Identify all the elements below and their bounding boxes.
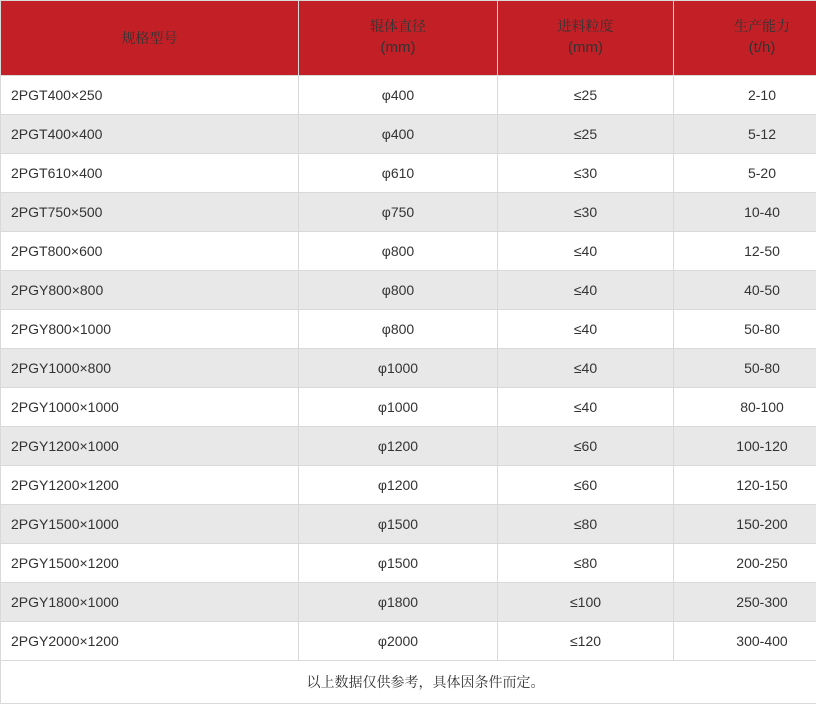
cell-model: 2PGY800×1000	[1, 310, 299, 349]
table-row	[1, 427, 816, 466]
cell-diameter: φ1200	[299, 466, 498, 505]
cell-diameter: φ1200	[299, 427, 498, 466]
cell-model: 2PGY1800×1000	[1, 583, 299, 622]
cell-model: 2PGT400×250	[1, 76, 299, 115]
cell-capacity: 300-400	[674, 622, 816, 661]
cell-feed: ≤60	[498, 466, 674, 505]
column-header-feed-size	[498, 1, 674, 76]
cell-capacity: 40-50	[674, 271, 816, 310]
table-row	[1, 505, 816, 544]
cell-capacity: 150-200	[674, 505, 816, 544]
cell-model: 2PGY800×800	[1, 271, 299, 310]
column-header-roller-diameter-title: 辊体直径	[370, 18, 426, 34]
column-header-model-title: 规格型号	[122, 30, 178, 46]
table-row	[1, 466, 816, 505]
column-header-roller-diameter-unit: (mm)	[303, 37, 493, 60]
cell-capacity: 5-12	[674, 115, 816, 154]
table-row	[1, 76, 816, 115]
cell-capacity: 100-120	[674, 427, 816, 466]
cell-capacity: 12-50	[674, 232, 816, 271]
cell-model: 2PGT610×400	[1, 154, 299, 193]
table-header	[1, 1, 816, 76]
cell-capacity: 10-40	[674, 193, 816, 232]
table-row	[1, 115, 816, 154]
column-header-capacity-unit: (t/h)	[678, 37, 816, 60]
cell-diameter: φ1000	[299, 349, 498, 388]
column-header-feed-size-title: 进料粒度	[558, 18, 614, 34]
cell-model: 2PGT750×500	[1, 193, 299, 232]
table-row	[1, 310, 816, 349]
cell-diameter: φ1800	[299, 583, 498, 622]
cell-model: 2PGY1000×1000	[1, 388, 299, 427]
table-row	[1, 232, 816, 271]
cell-diameter: φ1500	[299, 505, 498, 544]
cell-feed: ≤40	[498, 388, 674, 427]
cell-feed: ≤25	[498, 115, 674, 154]
cell-feed: ≤40	[498, 271, 674, 310]
table-row	[1, 193, 816, 232]
cell-capacity: 5-20	[674, 154, 816, 193]
cell-model: 2PGT400×400	[1, 115, 299, 154]
cell-diameter: φ800	[299, 232, 498, 271]
cell-model: 2PGY1000×800	[1, 349, 299, 388]
cell-feed: ≤40	[498, 232, 674, 271]
cell-feed: ≤80	[498, 505, 674, 544]
cell-capacity: 80-100	[674, 388, 816, 427]
cell-diameter: φ610	[299, 154, 498, 193]
table-row	[1, 388, 816, 427]
table-header-row	[1, 1, 816, 76]
cell-diameter: φ1000	[299, 388, 498, 427]
column-header-model	[1, 1, 299, 76]
cell-diameter: φ800	[299, 271, 498, 310]
cell-model: 2PGY1500×1000	[1, 505, 299, 544]
cell-capacity: 250-300	[674, 583, 816, 622]
cell-feed: ≤80	[498, 544, 674, 583]
cell-feed: ≤30	[498, 193, 674, 232]
cell-capacity: 50-80	[674, 310, 816, 349]
cell-feed: ≤30	[498, 154, 674, 193]
table-row	[1, 154, 816, 193]
table-row	[1, 622, 816, 661]
cell-diameter: φ1500	[299, 544, 498, 583]
column-header-feed-size-unit: (mm)	[502, 37, 669, 60]
table-row	[1, 271, 816, 310]
column-header-roller-diameter	[299, 1, 498, 76]
cell-diameter: φ2000	[299, 622, 498, 661]
cell-capacity: 50-80	[674, 349, 816, 388]
cell-feed: ≤60	[498, 427, 674, 466]
cell-feed: ≤25	[498, 76, 674, 115]
table-row	[1, 583, 816, 622]
cell-feed: ≤40	[498, 310, 674, 349]
cell-diameter: φ800	[299, 310, 498, 349]
table-footnote: 以上数据仅供参考，具体因条件而定。	[1, 661, 816, 704]
cell-capacity: 2-10	[674, 76, 816, 115]
cell-capacity: 200-250	[674, 544, 816, 583]
cell-model: 2PGY1500×1200	[1, 544, 299, 583]
table-body	[1, 76, 816, 661]
table-row	[1, 349, 816, 388]
table-footer	[1, 661, 816, 704]
cell-model: 2PGY1200×1200	[1, 466, 299, 505]
cell-capacity: 120-150	[674, 466, 816, 505]
column-header-capacity	[674, 1, 816, 76]
cell-diameter: φ400	[299, 115, 498, 154]
column-header-capacity-title: 生产能力	[734, 18, 790, 34]
cell-model: 2PGY1200×1000	[1, 427, 299, 466]
cell-model: 2PGY2000×1200	[1, 622, 299, 661]
table-row	[1, 544, 816, 583]
cell-diameter: φ750	[299, 193, 498, 232]
cell-model: 2PGT800×600	[1, 232, 299, 271]
table-footnote-row	[1, 661, 816, 704]
cell-feed: ≤120	[498, 622, 674, 661]
cell-feed: ≤40	[498, 349, 674, 388]
cell-diameter: φ400	[299, 76, 498, 115]
cell-feed: ≤100	[498, 583, 674, 622]
